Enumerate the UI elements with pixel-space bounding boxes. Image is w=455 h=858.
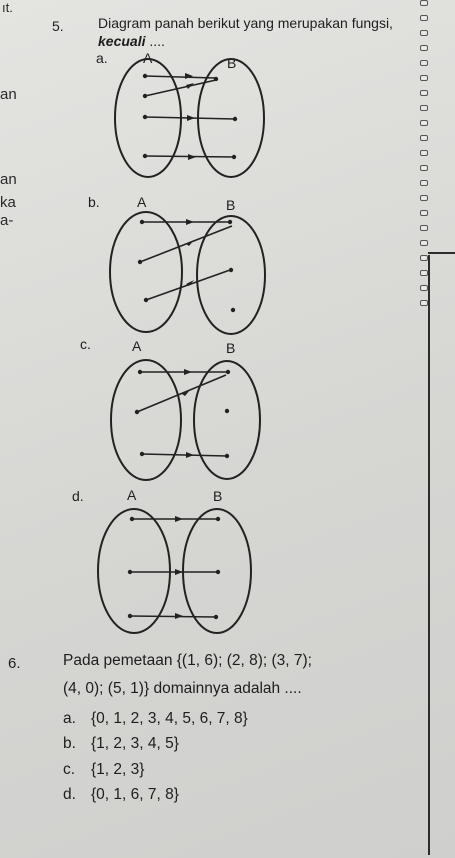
answer-text: {0, 1, 2, 3, 4, 5, 6, 7, 8} [91,710,248,727]
option-b-set-b: B [226,197,236,213]
answer-option-a [63,710,248,728]
question-5-ellipsis: .... [145,33,165,49]
question-5-emphasis: kecuali [98,33,146,49]
option-c-letter: c. [80,336,91,352]
answer-text: {1, 2, 3, 4, 5} [91,735,179,752]
margin-fragment: ıt. [2,0,13,15]
margin-fragment: an [0,86,17,103]
answer-text: {1, 2, 3} [91,761,145,778]
question-6-prompt-line2: (4, 0); (5, 1)} domainnya adalah .... [63,680,302,697]
option-d-set-a: A [127,487,137,503]
answer-letter: b. [63,735,76,752]
answer-text: {0, 1, 6, 7, 8} [91,786,179,803]
answer-letter: c. [63,761,76,778]
option-d-set-b: B [213,488,223,504]
option-a-letter: a. [96,50,108,66]
answer-option-b [63,735,179,753]
question-5-prompt-text: Diagram panah berikut yang merupakan fungsi, [98,15,393,31]
question-6-prompt [63,650,448,700]
answer-option-d [63,786,179,804]
option-b-letter: b. [88,194,100,210]
margin-fragment: ka [0,194,16,211]
option-c-set-a: A [132,338,142,354]
question-6-number: 6. [8,655,21,672]
option-a-set-a: A [143,50,153,66]
margin-fragment: an [0,171,17,188]
margin-fragment: a- [0,212,14,229]
answer-letter: a. [63,710,76,727]
answer-letter: d. [63,786,76,803]
question-5-number: 5. [52,18,64,34]
option-d-letter: d. [72,488,84,504]
answer-option-c [63,761,144,779]
option-b-set-a: A [137,194,147,210]
option-c-set-b: B [226,340,236,356]
question-6-prompt-line1: Pada pemetaan {(1, 6); (2, 8); (3, 7); [63,652,312,669]
option-a-set-b: B [227,55,237,71]
